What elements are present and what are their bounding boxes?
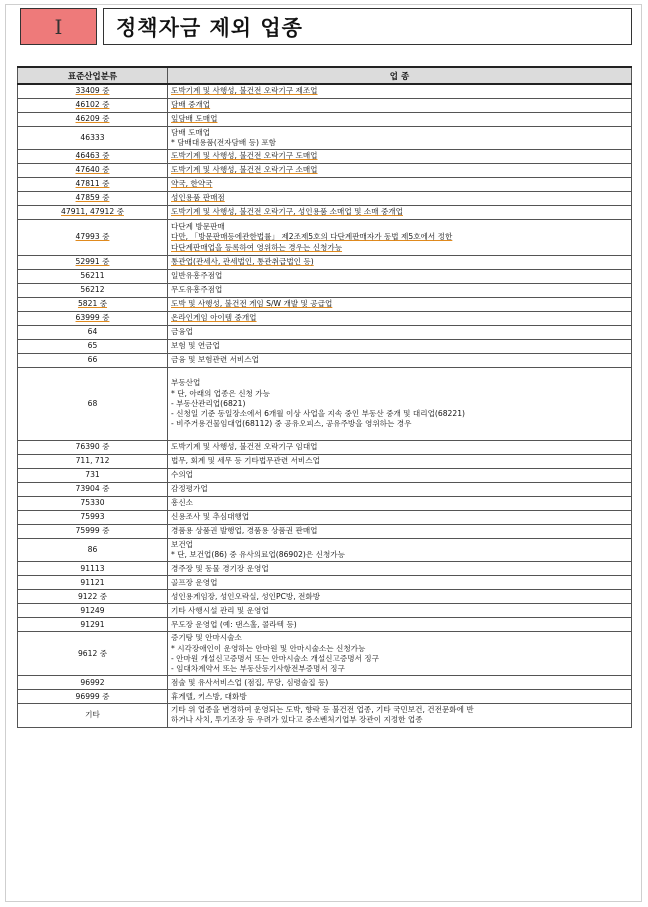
industry-description-line: 보험 및 연금업 [171,341,220,351]
industry-description-line: 무도장 운영업 (예: 댄스홀, 콜라텍 등) [171,619,297,629]
industry-code: 96992 [80,677,105,687]
table-row [18,524,632,538]
industry-description-line: 신용조사 및 추심대행업 [171,512,250,522]
section-header [20,8,632,45]
industry-description-line: 도박기계 및 사행성, 불건전 오락기구 도매업 [171,151,318,161]
industry-code-cell [18,163,168,177]
industry-description-cell [168,339,632,353]
industry-description-cell [168,84,632,98]
industry-code: 91291 [80,619,105,629]
industry-code-cell [18,353,168,367]
industry-code: 47859 중 [75,193,110,203]
industry-code: 73904 중 [75,484,110,494]
industry-code-cell [18,205,168,219]
industry-description-line: 성인용품 판매점 [171,193,225,203]
industry-description-line: 다단계판매업을 등록하여 영위하는 경우는 신청가능 [171,242,343,252]
table-row [18,177,632,191]
industry-description-line: 다만, 「방문판매등에관한법률」 제2조제5호의 다단계판매자가 동법 제5호에서 정한 [171,232,453,242]
industry-code: 64 [87,327,98,337]
industry-description-line: - 신청일 기준 동일장소에서 6개월 이상 사업을 지속 중인 부동산 중개 및 대리업(68221) [171,409,466,418]
industry-code: 52991 중 [75,257,110,267]
industry-code: 46463 중 [75,151,110,161]
table-row [18,632,632,676]
industry-description-cell [168,255,632,269]
industry-code-cell [18,468,168,482]
industry-code-cell [18,297,168,311]
industry-description-line: * 시각장애인이 운영하는 안마원 및 안마시술소는 신청가능 [171,643,366,653]
industry-description-line: 잎담배 도매업 [171,113,218,123]
industry-description-line: 도박기계 및 사행성, 불건전 오락기구, 성인용품 소매업 및 소매 중개업 [171,207,403,217]
industry-code: 46333 [80,132,105,142]
table-row [18,353,632,367]
industry-code: 33409 중 [75,86,110,96]
industry-description-line: 경주장 및 동물 경기장 운영업 [171,563,269,573]
industry-code-cell [18,482,168,496]
industry-code-cell [18,690,168,704]
industry-code: 46102 중 [75,99,110,109]
industry-code: 47993 중 [75,232,110,242]
industry-description-cell [168,112,632,126]
industry-code-cell [18,126,168,149]
industry-code: 47811 중 [75,179,110,189]
industry-code: 65 [87,341,98,351]
table-row [18,112,632,126]
industry-description-line: 도박기계 및 사행성, 불건전 오락기구 소매업 [171,165,318,175]
industry-description-line: - 비주거용건물임대업(68112) 중 공유오피스, 공유주방을 영위하는 경우 [171,419,412,429]
industry-code: 46209 중 [75,113,110,123]
industry-description-line: 담배 중개업 [171,99,211,109]
industry-code-cell [18,311,168,325]
industry-description-cell [168,482,632,496]
industry-code: 91249 [80,605,105,615]
industry-description-cell [168,510,632,524]
industry-description-line: 흥신소 [171,498,194,508]
industry-description-line: 증기탕 및 안마시술소 [171,633,242,643]
table-row [18,255,632,269]
industry-description-cell [168,618,632,632]
industry-description-cell [168,454,632,468]
industry-code: 9122 중 [77,591,108,601]
industry-code: 91121 [80,577,105,587]
table-row [18,283,632,297]
industry-code-cell [18,618,168,632]
industry-description-cell [168,191,632,205]
industry-description-cell [168,562,632,576]
industry-description-line: - 부동산관리업(6821) [171,398,246,408]
table-row [18,538,632,561]
industry-description-cell [168,126,632,149]
industry-description-line: 일반유흥주점업 [171,271,223,281]
table-row [18,604,632,618]
table-row [18,482,632,496]
industry-code-cell [18,632,168,676]
industry-description-line: 성인용게임장, 성인오락실, 성인PC방, 전화방 [171,591,321,601]
table-row [18,576,632,590]
industry-code: 47640 중 [75,165,110,175]
table-row [18,468,632,482]
table-header-row [18,67,632,84]
table-row [18,126,632,149]
industry-description-line: - 안마원 개설신고증명서 또는 안마시술소 개설신고증명서 징구 [171,653,379,663]
table-row [18,219,632,255]
industry-code: 68 [87,398,98,408]
industry-code-cell [18,576,168,590]
table-row [18,149,632,163]
industry-description-line: 하거나 사치, 투기조장 등 우려가 있다고 중소벤처기업부 장관이 지정한 업종 [171,715,423,725]
industry-description-cell [168,98,632,112]
industry-description-line: 감정평가업 [171,484,208,494]
table-row [18,496,632,510]
industry-description-cell [168,604,632,618]
industry-code: 47911, 47912 중 [61,207,124,217]
industry-description-line: 기타 위 업종을 변경하여 운영되는 도박, 향락 등 불건전 업종, 기타 국민보건, 건전문화에 반 [171,705,474,715]
industry-code-cell [18,283,168,297]
industry-description-cell [168,538,632,561]
industry-code-cell [18,590,168,604]
column-header-classification: 표준산업분류 [18,67,168,84]
industry-code-cell [18,112,168,126]
industry-code-cell [18,562,168,576]
industry-description-line: 다단계 방문판매 [171,222,225,232]
column-header-industry: 업 종 [168,67,632,84]
industry-description-line: 점술 및 유사서비스업 (점집, 무당, 심령술집 등) [171,677,329,687]
industry-code-cell [18,339,168,353]
industry-code-cell [18,177,168,191]
industry-description-line: * 단, 보건업(86) 중 유사의료업(86902)은 신청가능 [171,550,345,560]
industry-code-cell [18,98,168,112]
industry-code-cell [18,325,168,339]
industry-description-cell [168,676,632,690]
industry-description-cell [168,149,632,163]
industry-description-line: * 담배대용품(전자담배 등) 포함 [171,137,276,147]
industry-description-line: 금융 및 보험관련 서비스업 [171,355,259,365]
table-row [18,205,632,219]
section-title: 정책자금 제외 업종 [103,8,632,45]
industry-description-line: 통관업(관세사, 관세법인, 통관취급법인 등) [171,257,314,267]
table-row [18,690,632,704]
industry-code: 76390 중 [75,442,110,452]
industry-description-cell [168,496,632,510]
industry-code: 기타 [85,710,100,720]
industry-description-line: 금융업 [171,327,194,337]
industry-code: 91113 [80,563,105,573]
industry-code-cell [18,524,168,538]
table-row [18,562,632,576]
industry-code-cell [18,269,168,283]
industry-code-cell [18,496,168,510]
industry-code: 96999 중 [75,691,110,701]
industry-description-cell [168,468,632,482]
table-row [18,440,632,454]
industry-code-cell [18,84,168,98]
industry-code: 5821 중 [77,299,108,309]
industry-code-cell [18,367,168,440]
excluded-industries-table [17,66,632,728]
industry-description-cell [168,440,632,454]
table-row [18,163,632,177]
industry-description-line: * 단, 아래의 업종은 신청 가능 [171,388,270,398]
table-row [18,311,632,325]
table-row [18,269,632,283]
industry-code: 75999 중 [75,526,110,536]
table-row [18,367,632,440]
industry-description-line: 골프장 운영업 [171,577,218,587]
industry-description-line: 휴게텔, 키스방, 대화방 [171,691,247,701]
table-row [18,98,632,112]
industry-code-cell [18,440,168,454]
industry-description-line: 법무, 회계 및 세무 등 기타법무관련 서비스업 [171,456,320,466]
industry-description-line: 보건업 [171,539,194,549]
industry-code: 731 [85,470,100,480]
industry-description-cell [168,205,632,219]
industry-description-cell [168,704,632,727]
industry-description-cell [168,269,632,283]
industry-description-cell [168,632,632,676]
industry-code-cell [18,149,168,163]
industry-code-cell [18,454,168,468]
industry-description-cell [168,353,632,367]
industry-description-line: 도박기계 및 사행성, 불건전 오락기구 제조업 [171,86,318,96]
industry-description-line: 담배 도매업 [171,127,211,137]
table-row [18,454,632,468]
industry-code: 66 [87,355,98,365]
industry-code-cell [18,538,168,561]
industry-description-cell [168,367,632,440]
industry-description-line: 기타 사행시설 관리 및 운영업 [171,605,269,615]
industry-description-cell [168,690,632,704]
industry-description-line: 수의업 [171,470,194,480]
industry-code: 86 [87,545,98,554]
table-row [18,618,632,632]
table-row [18,297,632,311]
industry-description-line: 무도유흥주점업 [171,285,223,295]
industry-description-line: 부동산업 [171,378,201,388]
industry-description-line: 온라인게임 아이템 중개업 [171,313,257,323]
table-row [18,84,632,98]
industry-code-cell [18,255,168,269]
table-row [18,325,632,339]
industry-code: 75993 [80,512,105,522]
industry-description-cell [168,177,632,191]
industry-code: 56211 [80,271,105,281]
industry-code-cell [18,604,168,618]
industry-description-line: - 임대차계약서 또는 부동산등기사항전부증명서 징구 [171,663,345,673]
industry-code-cell [18,510,168,524]
industry-code-cell [18,704,168,727]
industry-description-line: 도박기계 및 사행성, 불건전 오락기구 임대업 [171,442,318,452]
industry-code: 711, 712 [75,456,110,466]
industry-description-cell [168,163,632,177]
industry-code-cell [18,191,168,205]
industry-code: 63999 중 [75,313,110,323]
table-row [18,590,632,604]
industry-code: 9612 중 [77,648,108,658]
industry-code: 56212 [80,285,105,295]
industry-description-cell [168,590,632,604]
industry-description-cell [168,219,632,255]
table-row [18,191,632,205]
table-row [18,704,632,727]
industry-code-cell [18,676,168,690]
industry-code: 75330 [80,498,105,508]
industry-description-cell [168,325,632,339]
table-row [18,339,632,353]
industry-description-line: 약국, 한약국 [171,179,213,189]
industry-description-line: 도박 및 사행성, 불건전 게임 S/W 개발 및 공급업 [171,299,333,309]
industry-code-cell [18,219,168,255]
industry-description-cell [168,524,632,538]
industry-description-cell [168,311,632,325]
table-row [18,510,632,524]
industry-description-cell [168,297,632,311]
industry-description-cell [168,283,632,297]
industry-description-line: 경품용 상품권 발행업, 경품용 상품권 판매업 [171,526,318,536]
table-row [18,676,632,690]
section-number-box: Ⅰ [20,8,97,45]
industry-description-cell [168,576,632,590]
